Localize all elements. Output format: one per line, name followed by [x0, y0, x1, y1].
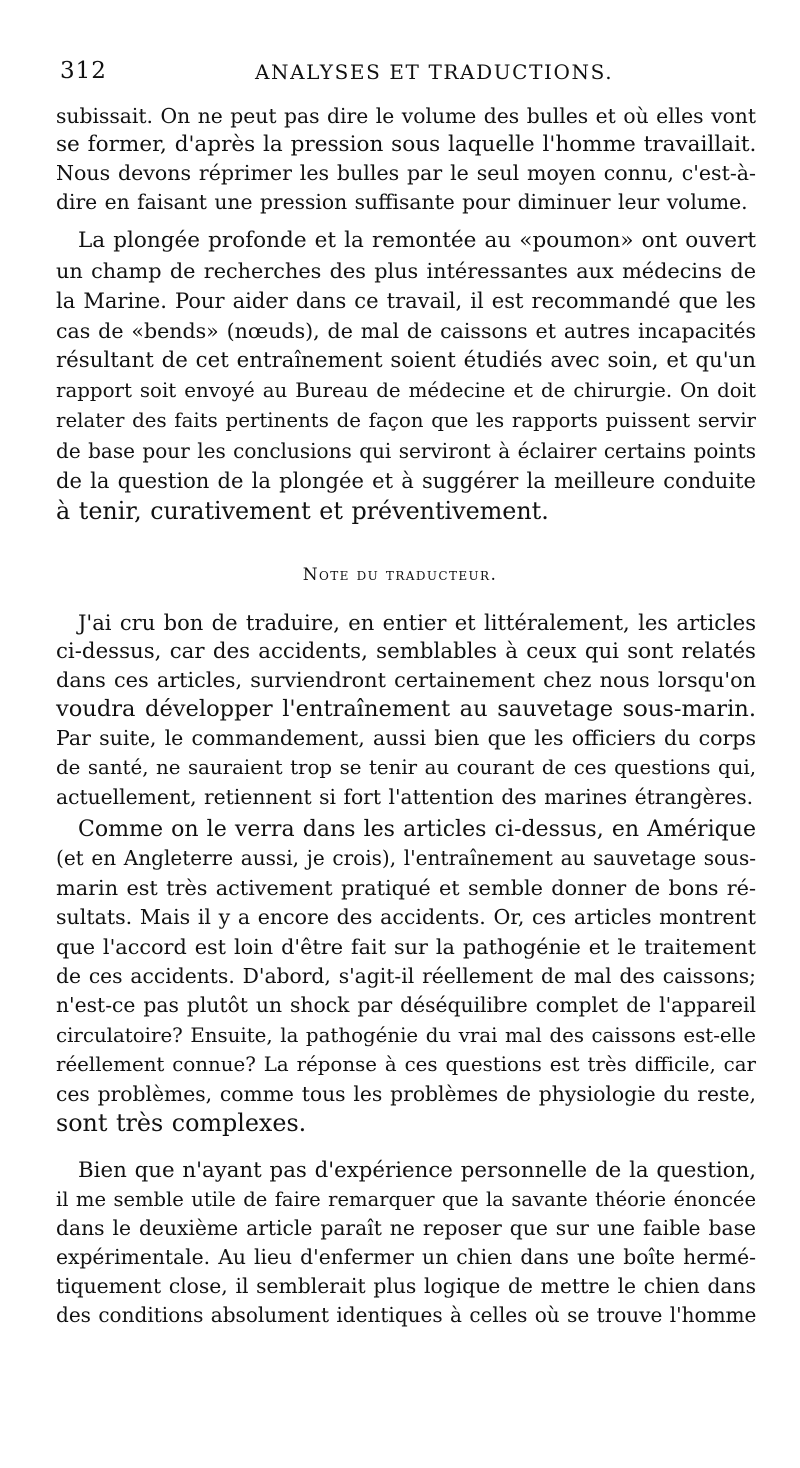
- text-line: relater des faits pertinents de façon que les rapports puissent servir: [56, 409, 756, 432]
- text-line: rapport soit envoyé au Bureau de médecine et de chirurgie. On doit: [56, 379, 756, 402]
- text-line: n'est-ce pas plutôt un shock par déséquilibre complet de l'appareil: [56, 993, 756, 1018]
- text-line: La plongée profonde et la remontée au «poumon» ont ouvert: [78, 228, 756, 253]
- text-line: tiquement close, il semblerait plus logique de mettre le chien dans: [56, 1274, 756, 1298]
- text-line: (et en Angleterre aussi, je crois), l'entraînement au sauvetage sous-: [56, 846, 756, 871]
- text-line: marin est très activement pratiqué et semble donner de bons ré-: [56, 875, 756, 900]
- text-line: J'ai cru bon de traduire, en entier et littéralement, les articles: [78, 610, 756, 635]
- text-line: Par suite, le commandement, aussi bien que les officiers du corps: [56, 726, 756, 751]
- text-line: que l'accord est loin d'être fait sur la pathogénie et le traitement: [56, 934, 756, 959]
- text-line: se former, d'après la pression sous laquelle l'homme travaillait.: [56, 131, 757, 157]
- text-line: circulatoire? Ensuite, la pathogénie du vrai mal des caissons est-elle: [56, 1023, 756, 1047]
- text-line: dire en faisant une pression suffisante pour diminuer leur volume.: [56, 189, 748, 214]
- text-line: de la question de la plongée et à suggérer la meilleure conduite: [56, 468, 756, 493]
- text-line: subissait. On ne peut pas dire le volume des bulles et où elles vont: [56, 104, 756, 128]
- text-line: sont très complexes.: [56, 1108, 307, 1137]
- text-line: à tenir, curativement et préventivement.: [56, 497, 549, 525]
- text-line: de ces accidents. D'abord, s'agit-il réellement de mal des caissons;: [56, 963, 756, 988]
- text-line: de santé, ne sauraient trop se tenir au courant de ces questions qui,: [56, 756, 756, 780]
- text-line: réellement connue? La réponse à ces questions est très difficile, car: [56, 1053, 756, 1077]
- text-line: Nous devons réprimer les bulles par le seul moyen connu, c'est-à-: [56, 161, 756, 186]
- text-line: dans le deuxième article paraît ne reposer que sur une faible base: [56, 1216, 756, 1240]
- text-line: de base pour les conclusions qui serviront à éclairer certains points: [56, 439, 756, 463]
- paragraph-note-intro: [56, 608, 756, 812]
- text-line: des conditions absolument identiques à celles où se trouve l'homme: [56, 1303, 757, 1327]
- text-line: voudra développer l'entraînement au sauvetage sous-marin.: [56, 696, 756, 723]
- section-heading: Note du traducteur.: [302, 565, 498, 585]
- paragraph-continuation: [56, 102, 756, 216]
- page-header: [60, 58, 760, 88]
- text-line: un champ de recherches des plus intéressantes aux médecins de: [56, 259, 756, 283]
- page-number: 312: [60, 58, 107, 84]
- paragraph-plongee: [56, 226, 756, 526]
- text-line: dans ces articles, surviendront certainement chez nous lorsqu'on: [56, 668, 756, 693]
- running-title: ANALYSES ET TRADUCTIONS.: [255, 60, 614, 84]
- text-line: sultats. Mais il y a encore des accidents. Or, ces articles montrent: [56, 905, 756, 930]
- text-line: ci-dessus, car des accidents, semblables à ceux qui sont relatés: [56, 639, 756, 665]
- text-line: Bien que n'ayant pas d'expérience personnelle de la question,: [78, 1158, 756, 1183]
- text-line: ces problèmes, comme tous les problèmes de physiologie du reste,: [56, 1081, 756, 1106]
- paragraph-experience: [56, 1156, 756, 1330]
- text-line: la Marine. Pour aider dans ce travail, il est recommandé que les: [56, 288, 756, 313]
- text-line: il me semble utile de faire remarquer que la savante théorie énoncée: [56, 1188, 756, 1211]
- text-line: résultant de cet entraînement soient étudiés avec soin, et qu'un: [56, 348, 756, 373]
- text-line: actuellement, retiennent si fort l'attention des marines étrangères.: [56, 784, 754, 809]
- text-line: expérimentale. Au lieu d'enfermer un chien dans une boîte hermé-: [56, 1245, 756, 1269]
- text-line: Comme on le verra dans les articles ci-dessus, en Amérique: [78, 817, 756, 842]
- paragraph-amerique: [56, 815, 756, 1138]
- text-line: cas de «bends» (nœuds), de mal de caissons et autres incapacités: [56, 319, 756, 343]
